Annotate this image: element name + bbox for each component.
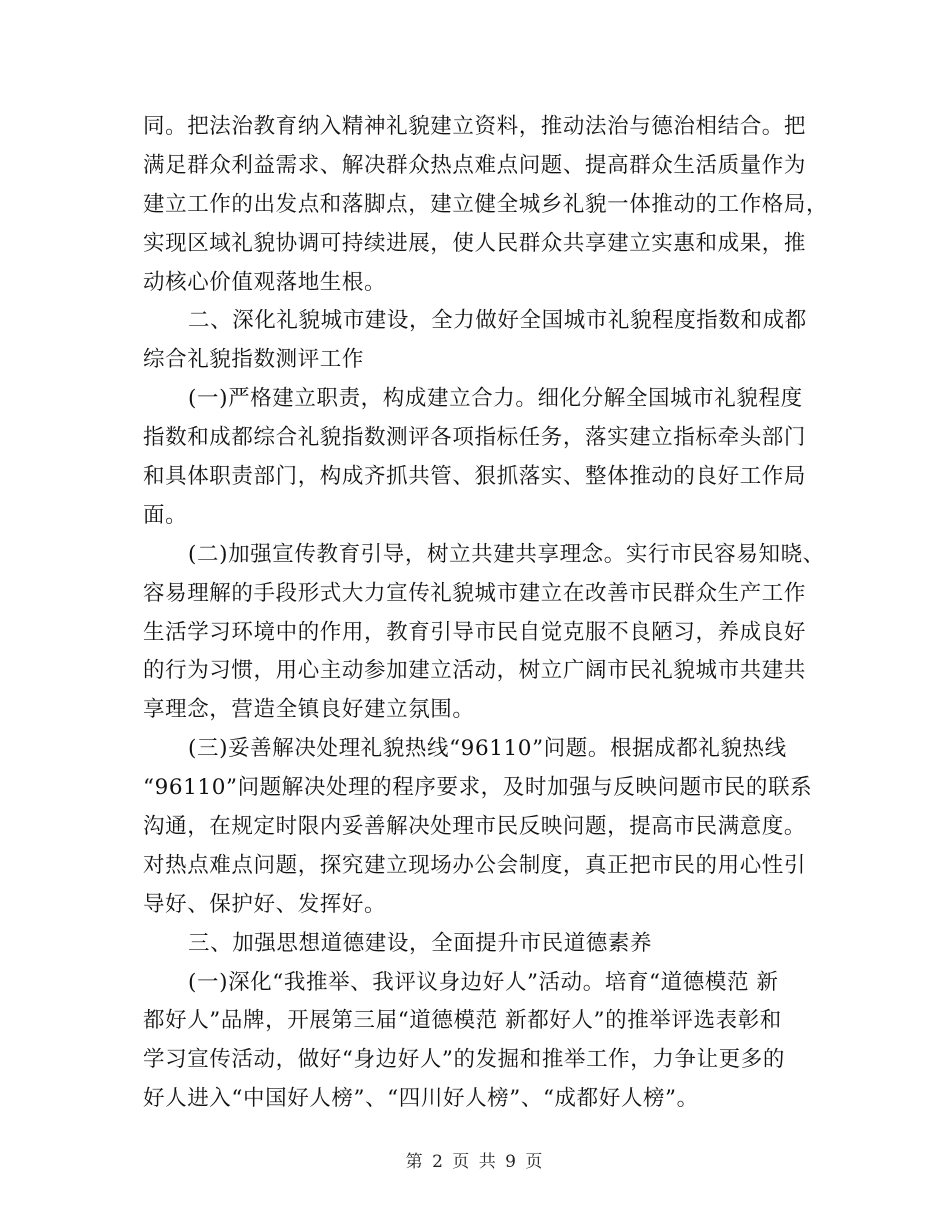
text-line: 对热点难点问题，探究建立现场办公会制度，真正把市民的用心性引 <box>143 852 807 878</box>
text-line: 好人进入“中国好人榜”、“四川好人榜”、“成都好人榜”。 <box>143 1086 699 1112</box>
text-line: (一)严格建立职责，构成建立合力。细化分解全国城市礼貌程度 <box>188 386 803 412</box>
document-body <box>143 108 829 1119</box>
text-line: 满足群众利益需求、解决群众热点难点问题、提高群众生活质量作为 <box>143 152 807 178</box>
text-line: 三、加强思想道德建设，全面提升市民道德素养 <box>188 930 653 956</box>
text-line: 容易理解的手段形式大力宣传礼貌城市建立在改善市民群众生产工作 <box>143 580 807 606</box>
text-line: 同。把法治教育纳入精神礼貌建立资料，推动法治与德治相结合。把 <box>143 114 807 139</box>
text-line: 建立工作的出发点和落脚点，建立健全城乡礼貌一体推动的工作格局， <box>143 191 829 217</box>
text-line: 和具体职责部门，构成齐抓共管、狠抓落实、整体推动的良好工作局 <box>143 464 807 490</box>
text-line: 学习宣传活动，做好“身边好人”的发掘和推举工作，力争让更多的 <box>143 1047 785 1073</box>
text-line: 生活学习环境中的作用，教育引导市民自觉克服不良陋习，养成良好 <box>143 619 807 645</box>
text-line: 导好、保护好、发挥好。 <box>143 891 387 917</box>
text-line: 综合礼貌指数测评工作 <box>143 347 365 373</box>
text-line: 指数和成都综合礼貌指数测评各项指标任务，落实建立指标牵头部门 <box>143 425 807 451</box>
text-line: 享理念，营造全镇良好建立氛围。 <box>143 697 475 723</box>
text-line: (二)加强宣传教育引导，树立共建共享理念。实行市民容易知晓、 <box>188 541 825 567</box>
text-line: 的行为习惯，用心主动参加建立活动，树立广阔市民礼貌城市共建共 <box>143 658 807 684</box>
text-line: 动核心价值观落地生根。 <box>143 269 387 295</box>
text-line: (三)妥善解决处理礼貌热线“96110”问题。根据成都礼貌热线 <box>188 736 787 762</box>
text-line: 二、深化礼貌城市建设，全力做好全国城市礼貌程度指数和成都 <box>188 308 807 334</box>
text-line: “96110”问题解决处理的程序要求，及时加强与反映问题市民的联系 <box>143 775 813 801</box>
text-line: 面。 <box>143 502 188 528</box>
text-line: 沟通，在规定时限内妥善解决处理市民反映问题，提高市民满意度。 <box>143 814 807 840</box>
text-line: 实现区域礼貌协调可持续进展，使人民群众共享建立实惠和成果，推 <box>143 230 807 256</box>
text-line: 都好人”品牌，开展第三届“道德模范 新都好人”的推举评选表彰和 <box>143 1008 782 1034</box>
page-footer: 第 2 页 共 9 页 <box>405 1152 545 1172</box>
text-line: (一)深化“我推举、我评议身边好人”活动。培育“道德模范 新 <box>188 969 779 995</box>
